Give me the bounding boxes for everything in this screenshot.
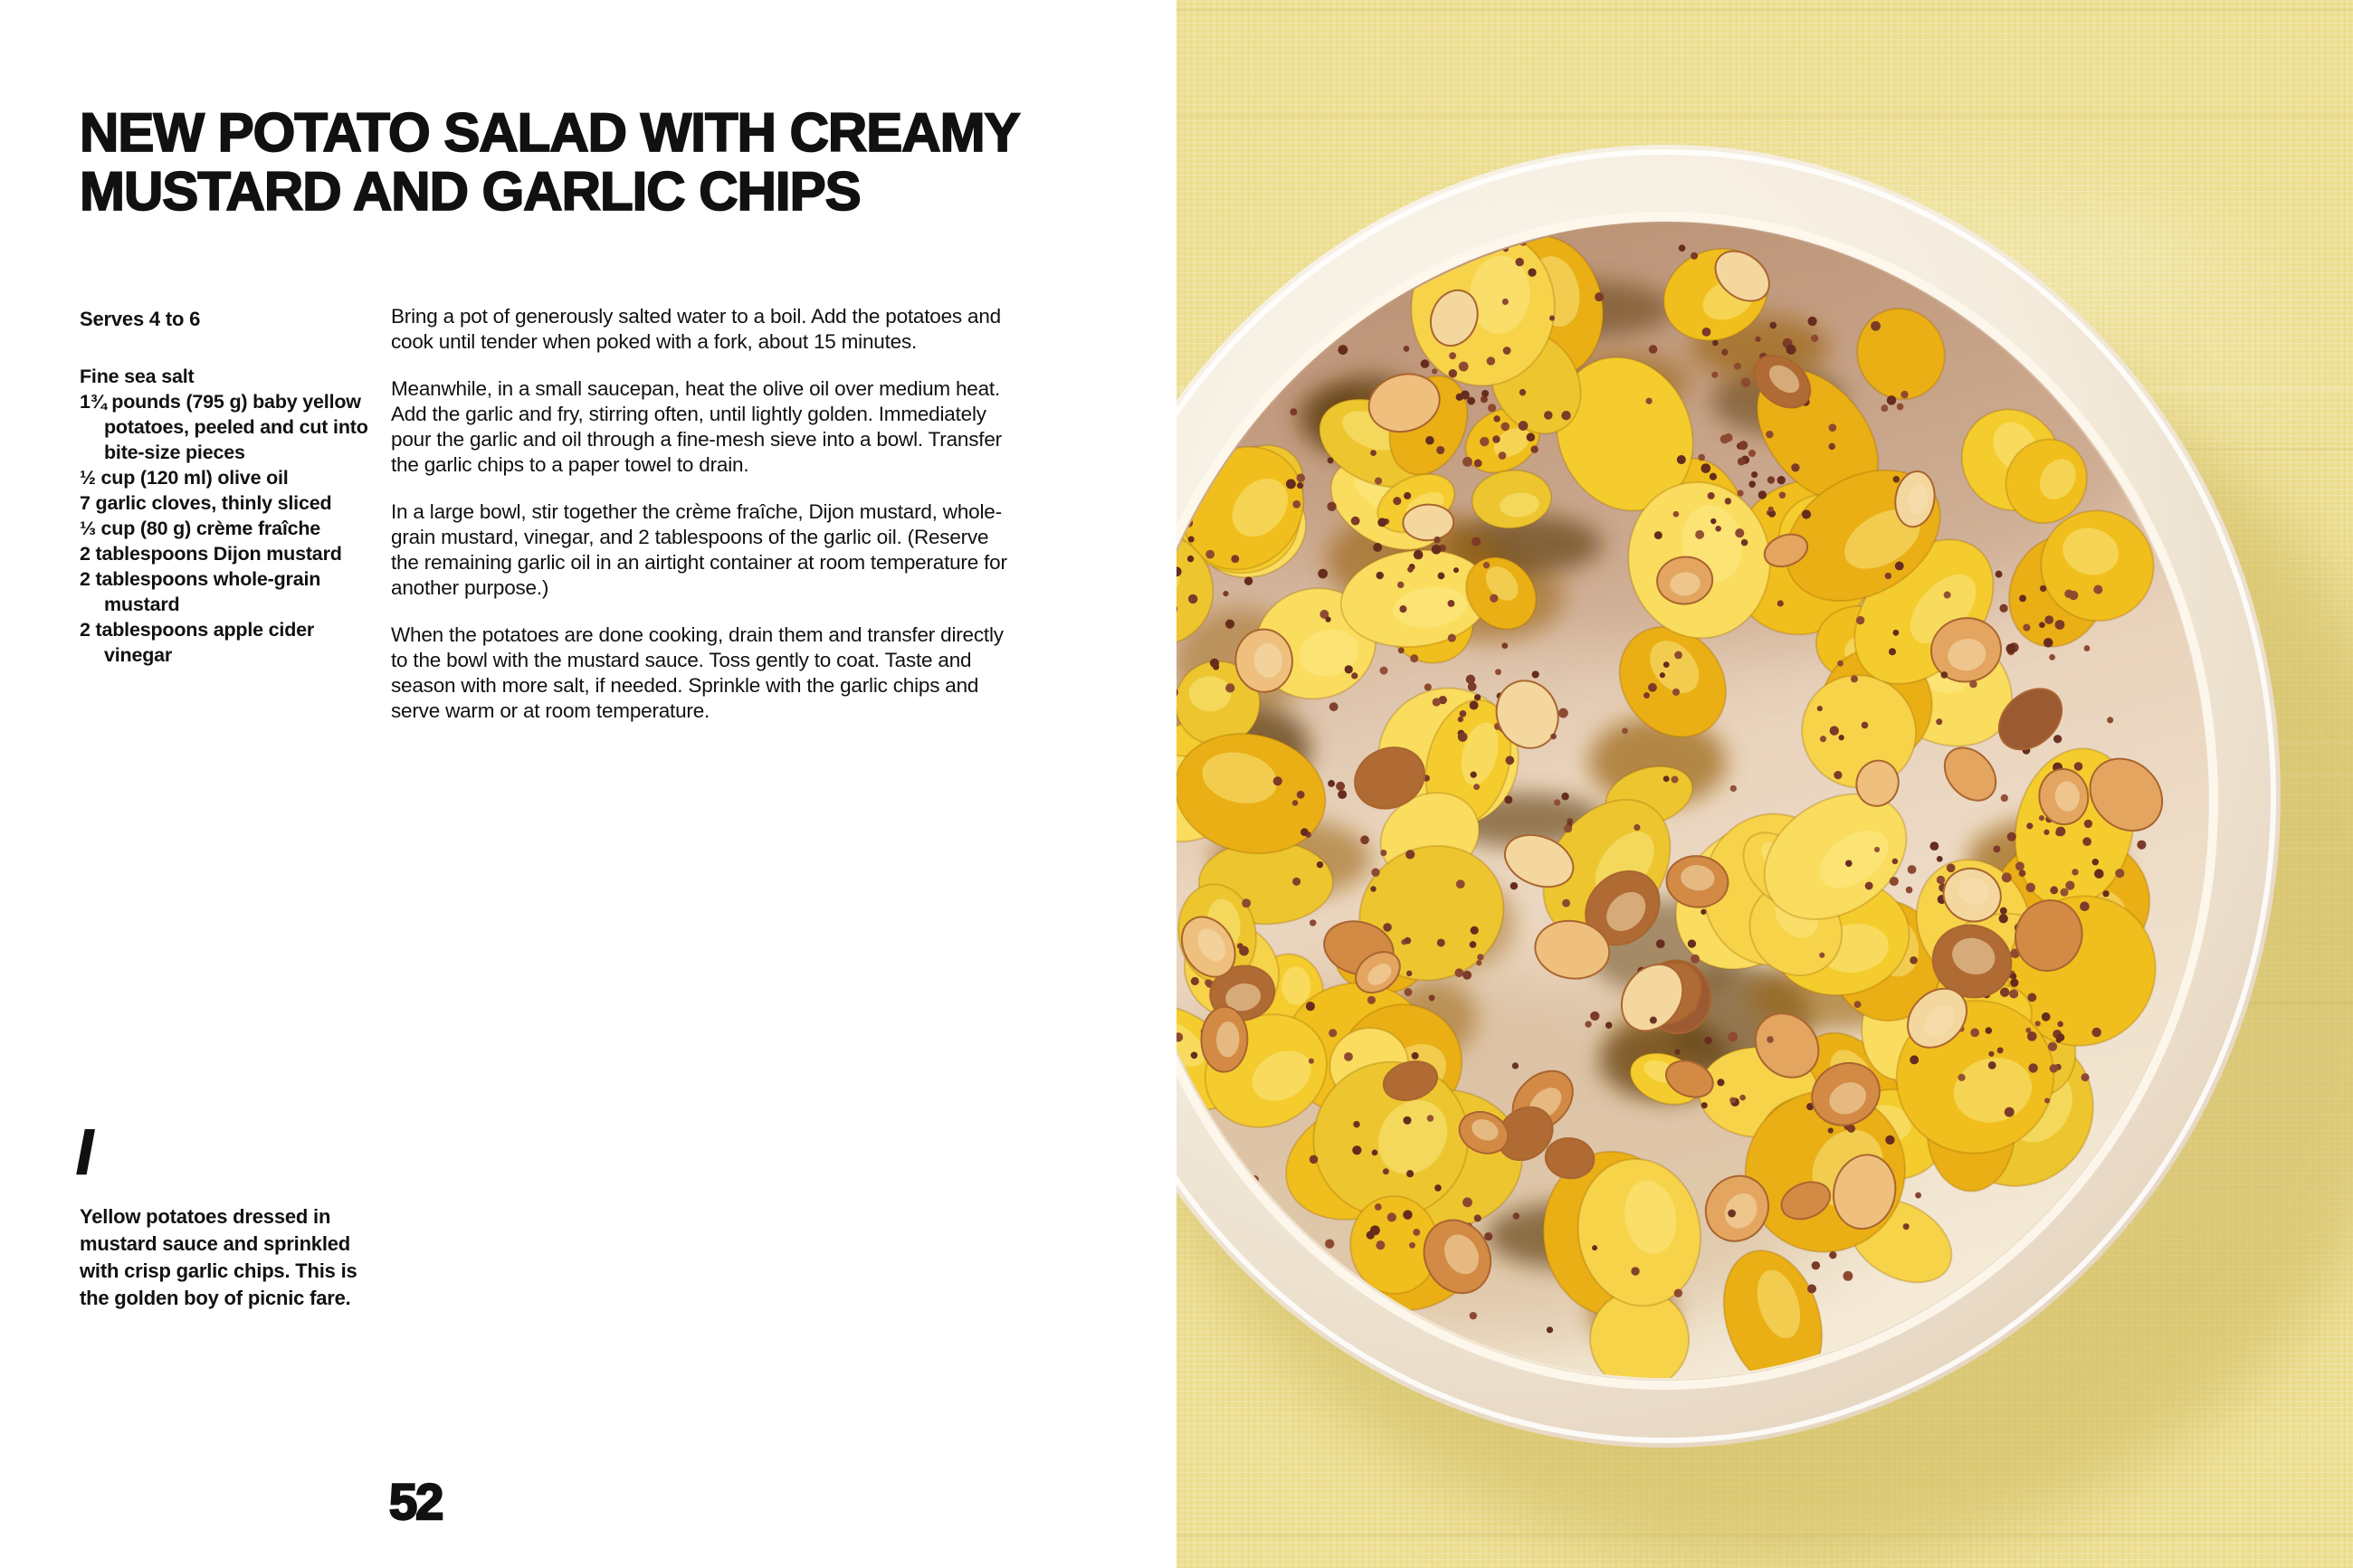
ingredient-item: 2 tablespoons apple cider vinegar <box>80 619 315 666</box>
recipe-title-line-1: NEW POTATO SALAD WITH CREAMY <box>80 102 1020 164</box>
recipe-title <box>80 103 1157 221</box>
recipe-photo <box>1176 0 2353 1568</box>
ingredient-item: 2 tablespoons whole-grain mustard <box>80 568 321 615</box>
method-paragraph: Meanwhile, in a small saucepan, heat the olive oil over medium heat. Add the garlic and fry, stirring often, until lightly golden. Immediately pour the garlic and oil through a fine-mesh sieve into a bowl. Transfer the garlic chips to a paper towel to drain. <box>391 377 1002 476</box>
slash-mark: / <box>78 1122 94 1184</box>
method-text <box>391 304 1015 746</box>
page-number: 52 <box>389 1473 443 1530</box>
ingredient-item: 1¾ pounds (795 g) baby yellow potatoes, peeled and cut into bite-size pieces <box>80 391 368 463</box>
method-paragraph: When the potatoes are done cooking, drain them and transfer directly to the bowl with the mustard sauce. Toss gently to coat. Taste and season with more salt, if needed. Sprinkle with the garlic chips and serve warm or at room temperature. <box>391 623 1004 722</box>
method-paragraph: Bring a pot of generously salted water to a boil. Add the potatoes and cook until tender when poked with a fork, about 15 minutes. <box>391 305 1001 353</box>
recipe-title-line-2: MUSTARD AND GARLIC CHIPS <box>80 161 861 223</box>
ingredient-item: 2 tablespoons Dijon mustard <box>80 543 342 565</box>
ingredient-item: Fine sea salt <box>80 366 195 387</box>
method-paragraph: In a large bowl, stir together the crème fraîche, Dijon mustard, whole-grain mustard, vinegar, and 2 tablespoons of the garlic oil. (Reserve the remaining garlic oil in an airtight container at room temperature for another purpose.) <box>391 500 1007 599</box>
ingredient-item: ½ cup (120 ml) olive oil <box>80 467 289 489</box>
ingredient-list <box>80 364 380 668</box>
ingredient-item: 7 garlic cloves, thinly sliced <box>80 492 332 514</box>
ingredient-item: ⅓ cup (80 g) crème fraîche <box>80 518 321 539</box>
recipe-note: Yellow potatoes dressed in mustard sauce and sprinkled with crisp garlic chips. This is the golden boy of picnic fare. <box>80 1205 357 1309</box>
potato-salad-photo <box>1176 0 2353 1568</box>
serves-label: Serves 4 to 6 <box>80 308 201 330</box>
